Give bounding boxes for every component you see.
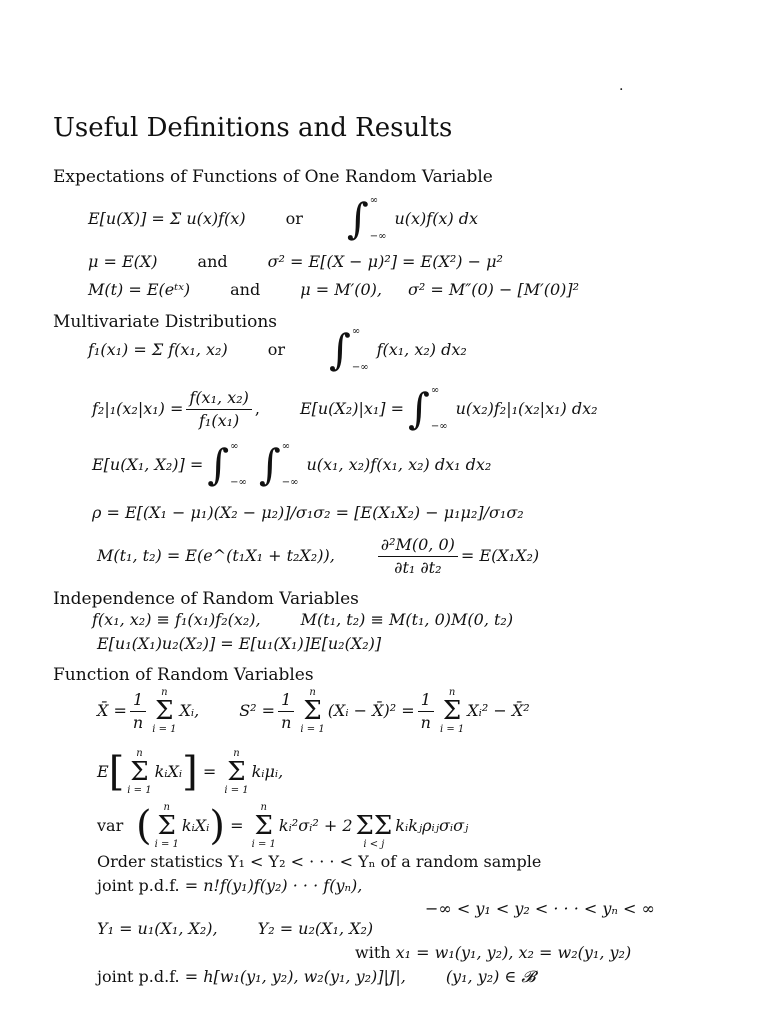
eq-marginal-int: f(x₁, x₂) dx₂ — [376, 340, 467, 359]
eq-mixed-rhs: = E(X₁X₂) — [460, 546, 540, 565]
eq-lin-exp-term: kᵢXᵢ — [154, 762, 183, 781]
corner-mark: . — [619, 78, 624, 94]
summation-sign: n Σ i = 1 — [224, 748, 249, 796]
eq-inverse: x₁ = w₁(y₁, y₂), x₂ = w₂(y₁, y₂) — [395, 943, 632, 962]
mixed-derivative-fraction: $\frac{\text{∂²M(0, 0)}}{\text{∂t₁ ∂t₂}}$ — [378, 536, 458, 576]
equation-inverse — [355, 945, 631, 961]
equation-correlation: ρ = E[(X₁ − μ₁)(X₂ − μ₂)]/σ₁σ₂ = [E(X₁X₂) − μ₁μ₂]/σ₁σ₂ — [92, 503, 524, 522]
eq-indep-pdf: f(x₁, x₂) ≡ f₁(x₁)f₂(x₂), — [92, 610, 261, 629]
equation-linear-variance: var ( n Σ i = 1 kᵢXᵢ ) = n Σ i = 1 kᵢ²σᵢ² + 2 ΣΣ i < j kᵢkⱼρᵢⱼσᵢσⱼ — [97, 802, 469, 850]
eq-lin-var-rhs1: kᵢ²σᵢ² + 2 — [278, 816, 353, 835]
summation-sign: n Σ i = 1 — [152, 687, 177, 735]
eq-variance: σ² = E[(X − μ)²] = E(X²) − μ² — [267, 252, 503, 271]
equation-marginal — [88, 325, 467, 375]
eq-lin-var-rhs2: kᵢkⱼρᵢⱼσᵢσⱼ — [395, 816, 469, 835]
double-summation-sign: ΣΣ i < j — [355, 811, 393, 850]
eq-transform-y1: Y₁ = u₁(X₁, X₂), — [97, 919, 218, 938]
word-or: or — [267, 340, 285, 359]
equation-mgf — [88, 282, 579, 298]
eq-joint-exp-lhs: E[u(X₁, X₂)] = — [92, 455, 204, 474]
eq-lin-exp-lhs: E — [97, 762, 109, 781]
eq-expectation-sum: E[u(X)] = Σ u(x)f(x) — [88, 209, 246, 228]
eq-sample-var-lhs: S² = — [239, 701, 276, 720]
equation-sample-stats — [97, 688, 530, 734]
eq-support: (y₁, y₂) ∈ 𝓑 — [445, 967, 536, 986]
section-heading-expectations: Expectations of Functions of One Random Variable — [53, 167, 493, 187]
eq-cond-exp-int: u(x₂)f₂|₁(x₂|x₁) dx₂ — [455, 399, 598, 418]
one-over-n: $\frac{1}{n}$ — [418, 691, 434, 731]
eq-expectation-int: u(x)f(x) dx — [394, 209, 479, 228]
one-over-n: $\frac{1}{n}$ — [130, 691, 146, 731]
eq-joint-mgf: M(t₁, t₂) = E(e^(t₁X₁ + t₂X₂)), — [97, 546, 335, 565]
eq-mgf: M(t) = E(eᵗˣ) — [88, 280, 191, 299]
equation-transform-pdf — [97, 969, 536, 985]
eq-sample-var-rhs: Xᵢ² − X̄² — [467, 701, 530, 720]
order-statistics-line: Order statistics Y₁ < Y₂ < · · · < Yₙ of a random sample — [97, 852, 542, 871]
integral-sign: ∫ ∞ −∞ — [408, 384, 448, 433]
eq-transform-y2: Y₂ = u₂(X₁, X₂) — [257, 919, 374, 938]
eq-lin-var-term: kᵢXᵢ — [181, 816, 210, 835]
equation-indep-expectation: E[u₁(X₁)u₂(X₂)] = E[u₁(X₁)]E[u₂(X₂)] — [97, 634, 382, 653]
section-heading-functions: Function of Random Variables — [53, 665, 314, 685]
equation-joint-expectation — [92, 440, 491, 490]
equation-conditional: f₂|₁(x₂|x₁) = $\frac{\text{f(x₁, x₂)}}{\text{f₁(x₁)}}$ , E[u(X₂)|x₁] = ∫ ∞ −∞ u(x₂)f₂|₁(x₂|x₁) dx₂ — [92, 384, 598, 433]
integral-sign: ∫ ∞ −∞ — [258, 440, 299, 489]
one-over-n: $\frac{1}{n}$ — [278, 691, 294, 731]
word-or: or — [285, 209, 303, 228]
eq-marginal-sum: f₁(x₁) = Σ f(x₁, x₂) — [88, 340, 228, 359]
section-heading-independence: Independence of Random Variables — [53, 589, 359, 609]
equation-joint-mgf — [97, 534, 539, 578]
summation-sign: n Σ i = 1 — [127, 748, 152, 796]
equation-mean-variance — [88, 254, 503, 270]
integral-sign: ∫ ∞ −∞ — [328, 325, 369, 374]
word-and: and — [197, 252, 228, 271]
equation-order-range: −∞ < y₁ < y₂ < · · · < yₙ < ∞ — [425, 899, 655, 918]
summation-sign: n Σ i = 1 — [439, 687, 465, 735]
eq-transform-pdf: h[w₁(y₁, y₂), w₂(y₁, y₂)]|J|, — [203, 967, 406, 986]
eq-sample-var-mid: (Xᵢ − X̄)² = — [327, 701, 415, 720]
label-joint-pdf: joint p.d.f. = — [97, 967, 199, 986]
page-title: Useful Definitions and Results — [53, 113, 453, 143]
eq-mean: μ = E(X) — [88, 252, 158, 271]
summation-sign: n Σ i = 1 — [300, 687, 325, 735]
equation-expectation — [88, 196, 478, 242]
equation-independence — [92, 612, 513, 628]
eq-joint-pdf-order: n!f(y₁)f(y₂) · · · f(yₙ), — [203, 876, 363, 895]
eq-mean-mgf: μ = M′(0), — [300, 280, 382, 299]
equation-linear-expectation: E [ n Σ i = 1 kᵢXᵢ ] = n Σ i = 1 kᵢμᵢ, — [97, 748, 284, 796]
conditional-fraction: $\frac{\text{f(x₁, x₂)}}{\text{f₁(x₁)}}$ — [186, 389, 251, 429]
equation-order-joint-pdf — [97, 878, 362, 894]
equation-transformation — [97, 921, 373, 937]
eq-cond-exp-lhs: E[u(X₂)|x₁] = — [299, 399, 405, 418]
eq-lin-exp-rhs: kᵢμᵢ, — [251, 762, 284, 781]
summation-sign: n Σ i = 1 — [154, 802, 179, 850]
summation-sign: n Σ i = 1 — [251, 802, 276, 850]
eq-variance-mgf: σ² = M″(0) − [M′(0)]² — [407, 280, 580, 299]
integral-sign: ∫ ∞ −∞ — [346, 194, 387, 243]
eq-joint-exp-int: u(x₁, x₂)f(x₁, x₂) dx₁ dx₂ — [306, 455, 492, 474]
integral-sign: ∫ ∞ −∞ — [207, 440, 247, 489]
eq-sample-mean-lhs: X̄ = — [97, 701, 127, 720]
eq-indep-mgf: M(t₁, t₂) ≡ M(t₁, 0)M(0, t₂) — [300, 610, 514, 629]
eq-sample-mean-rhs: Xᵢ, — [179, 701, 200, 720]
label-joint-pdf: joint p.d.f. = — [97, 876, 199, 895]
word-and: and — [230, 280, 261, 299]
eq-conditional-lhs: f₂|₁(x₂|x₁) = — [92, 399, 184, 418]
word-with: with — [355, 943, 391, 962]
word-var: var — [97, 816, 124, 835]
section-heading-multivariate: Multivariate Distributions — [53, 312, 277, 332]
